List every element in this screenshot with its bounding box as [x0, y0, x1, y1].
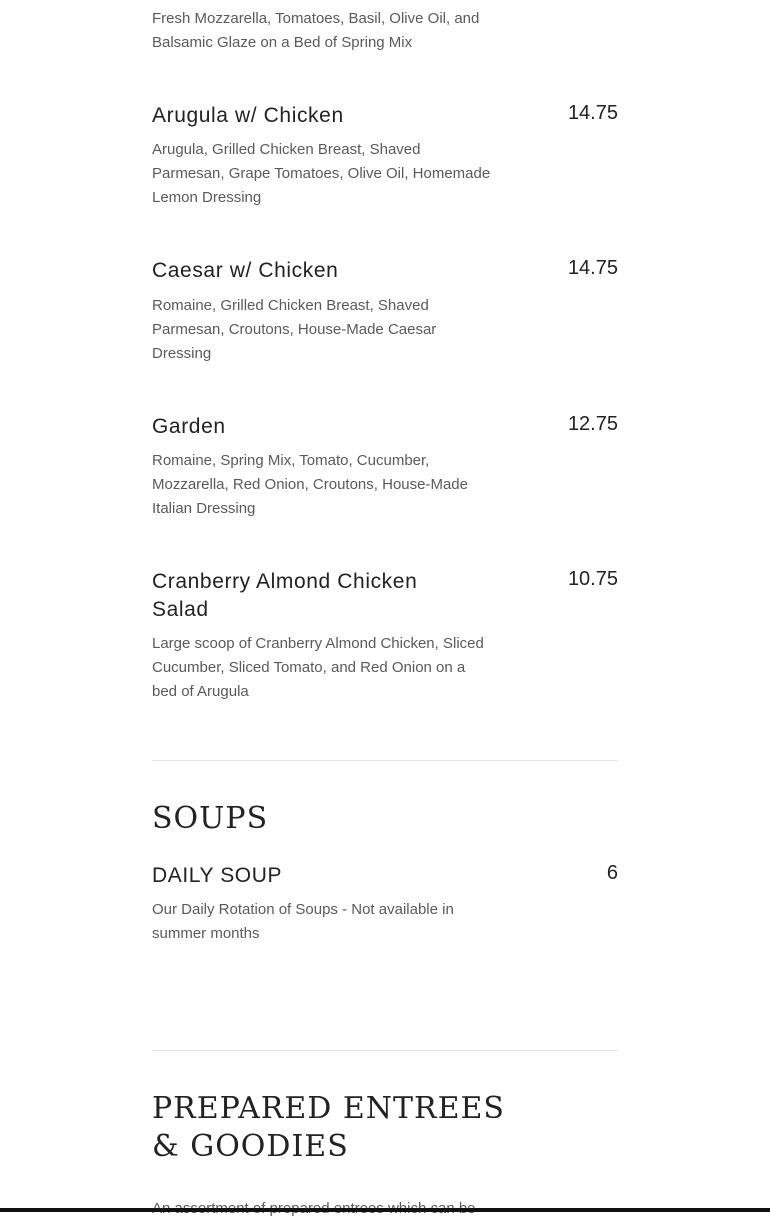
menu-item-price: 14.75 — [567, 257, 618, 279]
menu-item — [152, 257, 618, 367]
menu-item-price: 14.75 — [567, 102, 618, 124]
menu-item-name: Cranberry Almond Chicken Salad — [152, 570, 418, 621]
menu-item-name: Caesar w/ Chicken — [152, 259, 339, 282]
menu-item-price: 6 — [606, 862, 618, 884]
section-divider — [152, 760, 618, 761]
menu-item-price: 10.75 — [567, 568, 618, 590]
menu-item-description: Large scoop of Cranberry Almond Chicken, Sliced Cucumber, Sliced Tomato, and Red Onion on a bed of Arugula — [152, 635, 484, 700]
section-divider — [152, 1050, 618, 1051]
section-title-soups: SOUPS — [152, 801, 269, 836]
menu-item-name: Garden — [152, 415, 226, 438]
menu-item-name: DAILY SOUP — [152, 864, 283, 887]
section-description — [152, 1197, 492, 1208]
menu-item — [152, 862, 618, 952]
menu-item-description: Fresh Mozzarella, Tomatoes, Basil, Olive Oil, and Balsamic Glaze on a Bed of Spring Mix — [152, 10, 480, 51]
menu-item — [152, 568, 618, 708]
menu-item — [152, 413, 618, 523]
menu-item — [152, 102, 618, 212]
menu-item-description: Arugula, Grilled Chicken Breast, Shaved Parmesan, Grape Tomatoes, Olive Oil, Homemade Lemon Dressing — [152, 141, 491, 206]
menu-item-description: Our Daily Rotation of Soups - Not available in summer months — [152, 901, 454, 942]
menu-item-description: Romaine, Spring Mix, Tomato, Cucumber, Mozzarella, Red Onion, Croutons, House-Made Italian Dressing — [152, 452, 468, 517]
menu-item-description: Romaine, Grilled Chicken Breast, Shaved Parmesan, Croutons, House-Made Caesar Dressing — [152, 297, 437, 362]
menu-item-price: 12.75 — [567, 413, 618, 435]
section-title-entrees: PREPARED ENTREES & GOODIES — [152, 1091, 505, 1164]
bottom-bar — [0, 1208, 770, 1212]
menu-item-name: Arugula w/ Chicken — [152, 104, 344, 127]
